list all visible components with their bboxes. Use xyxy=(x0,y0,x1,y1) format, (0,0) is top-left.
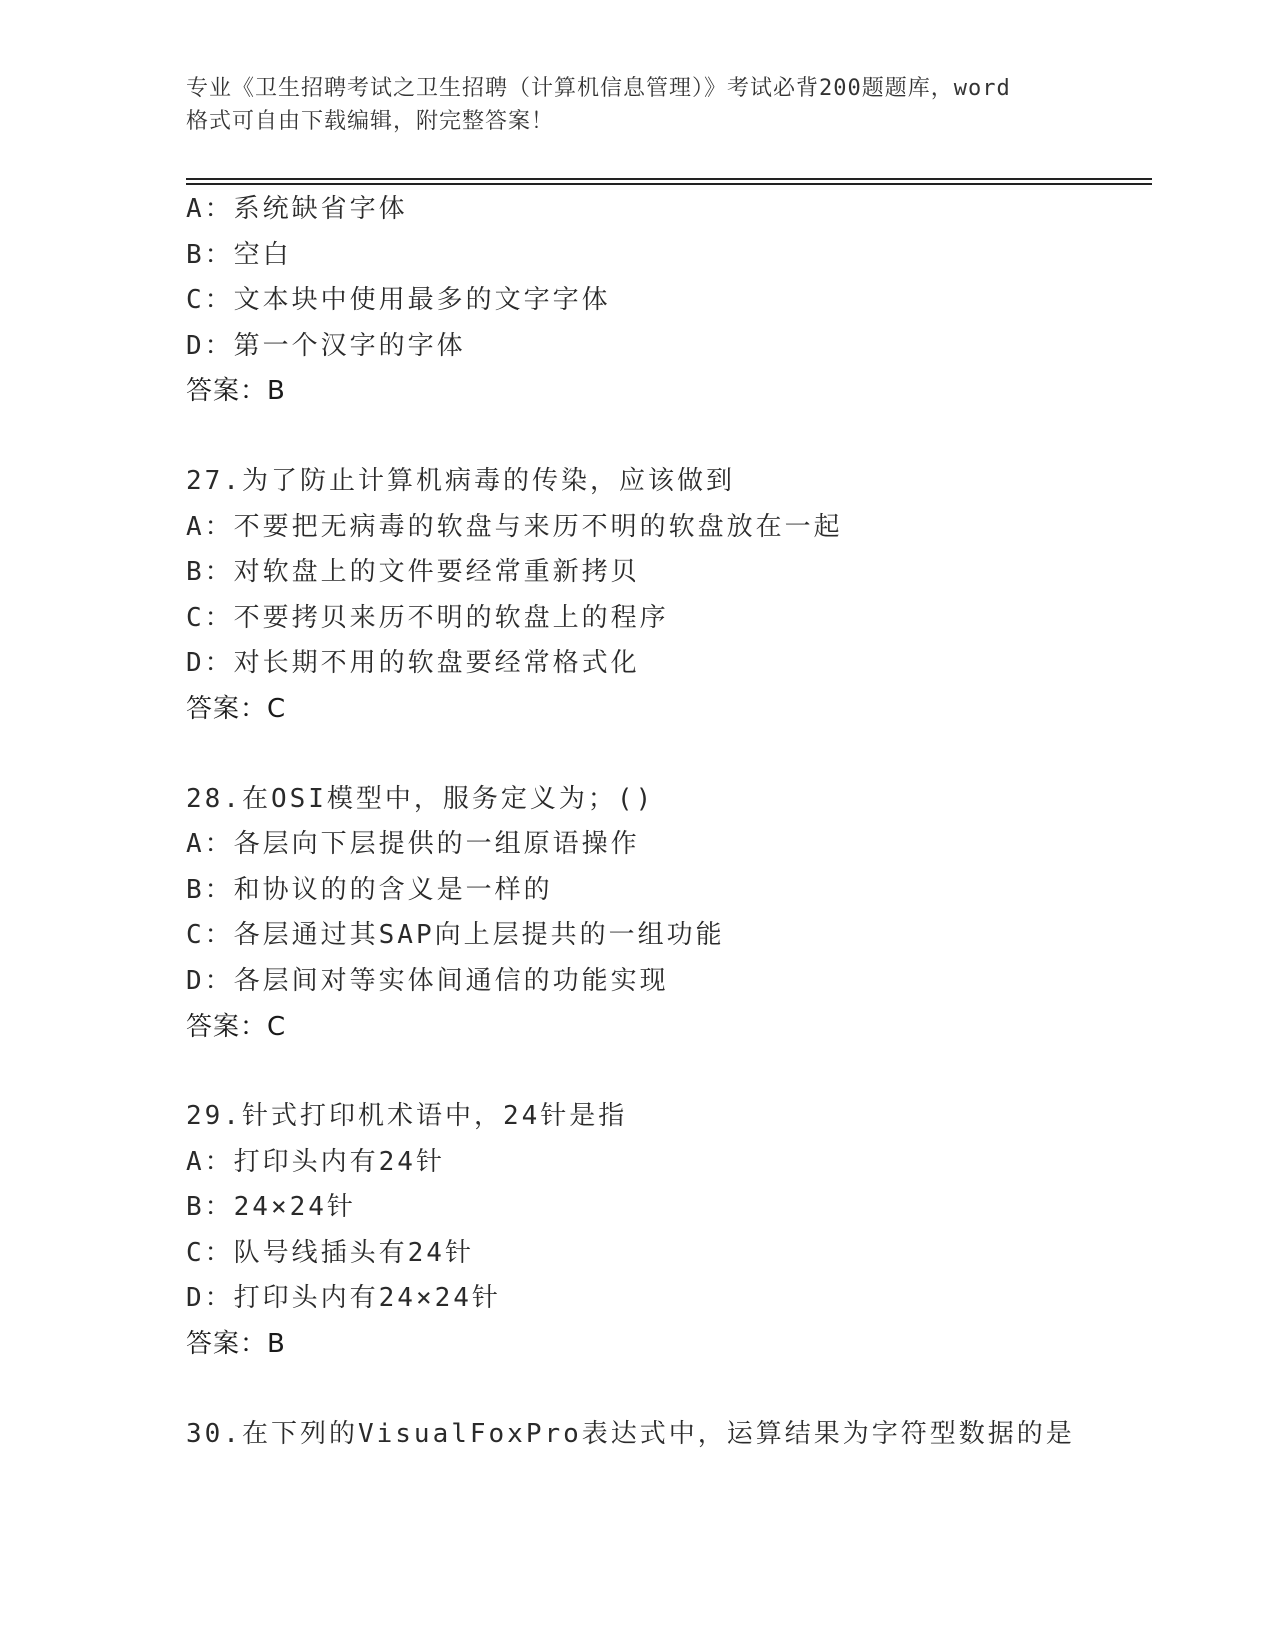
option-d: D：对长期不用的软盘要经常格式化 xyxy=(186,648,640,679)
question-stem: 28.在OSI模型中，服务定义为；() xyxy=(186,783,655,814)
header-line-2: 格式可自由下载编辑，附完整答案！ xyxy=(186,109,555,134)
spacer xyxy=(186,733,1152,777)
option-c: C：各层通过其SAP向上层提共的一组功能 xyxy=(186,920,725,951)
spacer xyxy=(186,1368,1152,1412)
question-30 xyxy=(186,1412,1152,1458)
option-d: D：打印头内有24×24针 xyxy=(186,1283,501,1314)
document-header xyxy=(186,72,1106,138)
header-line-1: 专业《卫生招聘考试之卫生招聘（计算机信息管理）》考试必背200题题库，word xyxy=(186,76,1011,101)
option-a: A：打印头内有24针 xyxy=(186,1146,445,1177)
answer: 答案：C xyxy=(186,693,287,724)
option-a: A：不要把无病毒的软盘与来历不明的软盘放在一起 xyxy=(186,511,843,542)
spacer xyxy=(186,1050,1152,1094)
option-b: B：和协议的的含义是一样的 xyxy=(186,874,553,905)
answer: 答案：B xyxy=(186,1329,286,1360)
option-a: A：系统缺省字体 xyxy=(186,194,408,224)
option-d: D：第一个汉字的字体 xyxy=(186,330,466,361)
option-c: C：文本块中使用最多的文字字体 xyxy=(186,285,611,316)
option-c: C：队号线插头有24针 xyxy=(186,1237,474,1268)
option-c: C：不要拷贝来历不明的软盘上的程序 xyxy=(186,602,669,633)
question-28 xyxy=(186,777,1152,1051)
header-divider-top xyxy=(186,178,1152,180)
option-d: D：各层间对等实体间通信的功能实现 xyxy=(186,965,669,996)
question-29 xyxy=(186,1094,1152,1368)
answer: 答案：B xyxy=(186,376,286,407)
question-27 xyxy=(186,459,1152,733)
question-stem: 27.为了防止计算机病毒的传染，应该做到 xyxy=(186,465,735,496)
option-b: B：对软盘上的文件要经常重新拷贝 xyxy=(186,557,640,588)
spacer xyxy=(186,415,1152,459)
question-stem: 30.在下列的VisualFoxPro表达式中，运算结果为字符型数据的是 xyxy=(186,1418,1075,1449)
option-a: A：各层向下层提供的一组原语操作 xyxy=(186,829,640,860)
question-stem: 29.针式打印机术语中，24针是指 xyxy=(186,1101,628,1132)
option-b: B：空白 xyxy=(186,239,292,270)
answer: 答案：C xyxy=(186,1011,287,1042)
option-b: B：24×24针 xyxy=(186,1192,356,1223)
question-26-tail xyxy=(186,187,1152,415)
header-divider-bottom xyxy=(186,183,1152,185)
question-list xyxy=(186,187,1152,1457)
